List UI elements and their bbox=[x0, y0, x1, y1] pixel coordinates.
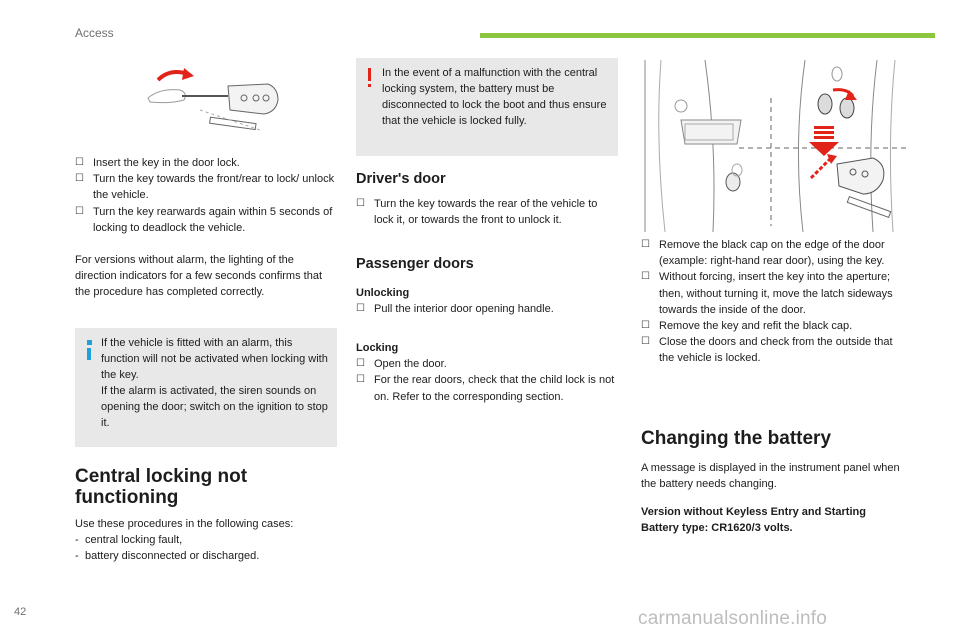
list-item: ☐ Turn the key towards the front/rear to lock/ unlock the vehicle. bbox=[75, 173, 335, 202]
key-in-door-lock-illustration bbox=[140, 60, 290, 138]
list-item: ☐ Insert the key in the door lock. bbox=[75, 155, 337, 171]
alarm-note: For versions without alarm, the lighting of the direction indicators for a few seconds confirms that the procedure has completed correctly. bbox=[75, 254, 323, 299]
cases-intro: Use these procedures in the following cases: bbox=[75, 518, 294, 530]
list-item: ☐ Remove the key and refit the black cap. bbox=[641, 318, 903, 334]
list-item: ☐ Pull the interior door opening handle. bbox=[356, 301, 618, 317]
warning-box bbox=[356, 58, 618, 156]
warning-icon bbox=[368, 68, 371, 81]
checkbox-bullet-icon: ☐ bbox=[641, 320, 650, 332]
list-item: ☐ For the rear doors, check that the child lock is not on. Refer to the corresponding section. bbox=[356, 374, 615, 403]
battery-type-line: Battery type: CR1620/3 volts. bbox=[641, 522, 793, 535]
version-line: Version without Keyless Entry and Starting bbox=[641, 506, 866, 518]
locking-label: Locking bbox=[356, 342, 399, 354]
section-title: Access bbox=[75, 26, 114, 40]
heading-passenger-doors: Passenger doors bbox=[356, 256, 474, 272]
battery-message-text: A message is displayed in the instrument panel when the battery needs changing. bbox=[641, 462, 900, 491]
heading-drivers-door: Driver's door bbox=[356, 171, 446, 187]
page-number: 42 bbox=[14, 606, 27, 618]
checkbox-bullet-icon: ☐ bbox=[641, 271, 650, 283]
list-item: - battery disconnected or discharged. bbox=[75, 550, 260, 563]
list-item: - central locking fault, bbox=[75, 534, 183, 547]
section-accent-bar bbox=[480, 33, 935, 38]
checkbox-bullet-icon: ☐ bbox=[641, 336, 650, 348]
info-text-1: If the vehicle is fitted with an alarm, this function will not be activated when locking with the key. bbox=[101, 337, 328, 381]
checkbox-bullet-icon: ☐ bbox=[356, 374, 365, 386]
checkbox-bullet-icon: ☐ bbox=[356, 303, 365, 315]
checkbox-bullet-icon: ☐ bbox=[75, 157, 84, 168]
watermark: carmanualsonline.info bbox=[638, 608, 828, 629]
door-latch-illustration bbox=[641, 60, 911, 232]
warning-text: In the event of a malfunction with the central locking system, the battery must be disconnected to lock the boot and thus ensure that the vehicle is locked fully. bbox=[382, 67, 607, 127]
checkbox-bullet-icon: ☐ bbox=[356, 198, 365, 209]
list-item: ☐ Open the door. bbox=[356, 356, 618, 372]
battery-cap-steps bbox=[641, 237, 903, 367]
checkbox-bullet-icon: ☐ bbox=[356, 358, 365, 370]
info-icon bbox=[87, 340, 92, 345]
unlocking-section bbox=[356, 285, 618, 317]
checkbox-bullet-icon: ☐ bbox=[75, 205, 84, 217]
lock-steps-list bbox=[75, 155, 337, 236]
heading-central-locking: Central locking not functioning bbox=[75, 466, 248, 508]
battery-version-info bbox=[641, 504, 903, 536]
info-text-2: If the alarm is activated, the siren sounds on opening the door; switch on the ignition to stop it. bbox=[101, 385, 328, 429]
drivers-door-steps bbox=[356, 196, 618, 228]
list-item: ☐ Close the doors and check from the outside that the vehicle is locked. bbox=[641, 336, 893, 365]
unlocking-label: Unlocking bbox=[356, 287, 410, 299]
checkbox-bullet-icon: ☐ bbox=[641, 239, 650, 250]
locking-section bbox=[356, 340, 618, 405]
info-box bbox=[75, 328, 337, 447]
list-item: ☐ Without forcing, insert the key into the aperture; then, without turning it, move the latch sideways towards the inside of the door. bbox=[641, 271, 893, 316]
list-item: ☐ Remove the black cap on the edge of the door (example: right-hand rear door), using the key. bbox=[641, 239, 885, 268]
list-item: ☐ Turn the key towards the rear of the vehicle to lock it, or towards the front to unlock it. bbox=[356, 198, 598, 227]
central-locking-cases bbox=[75, 516, 337, 565]
checkbox-bullet-icon: ☐ bbox=[75, 173, 84, 185]
heading-changing-battery: Changing the battery bbox=[641, 428, 832, 449]
list-item: ☐ Turn the key rearwards again within 5 seconds of locking to deadlock the vehicle. bbox=[75, 205, 333, 234]
